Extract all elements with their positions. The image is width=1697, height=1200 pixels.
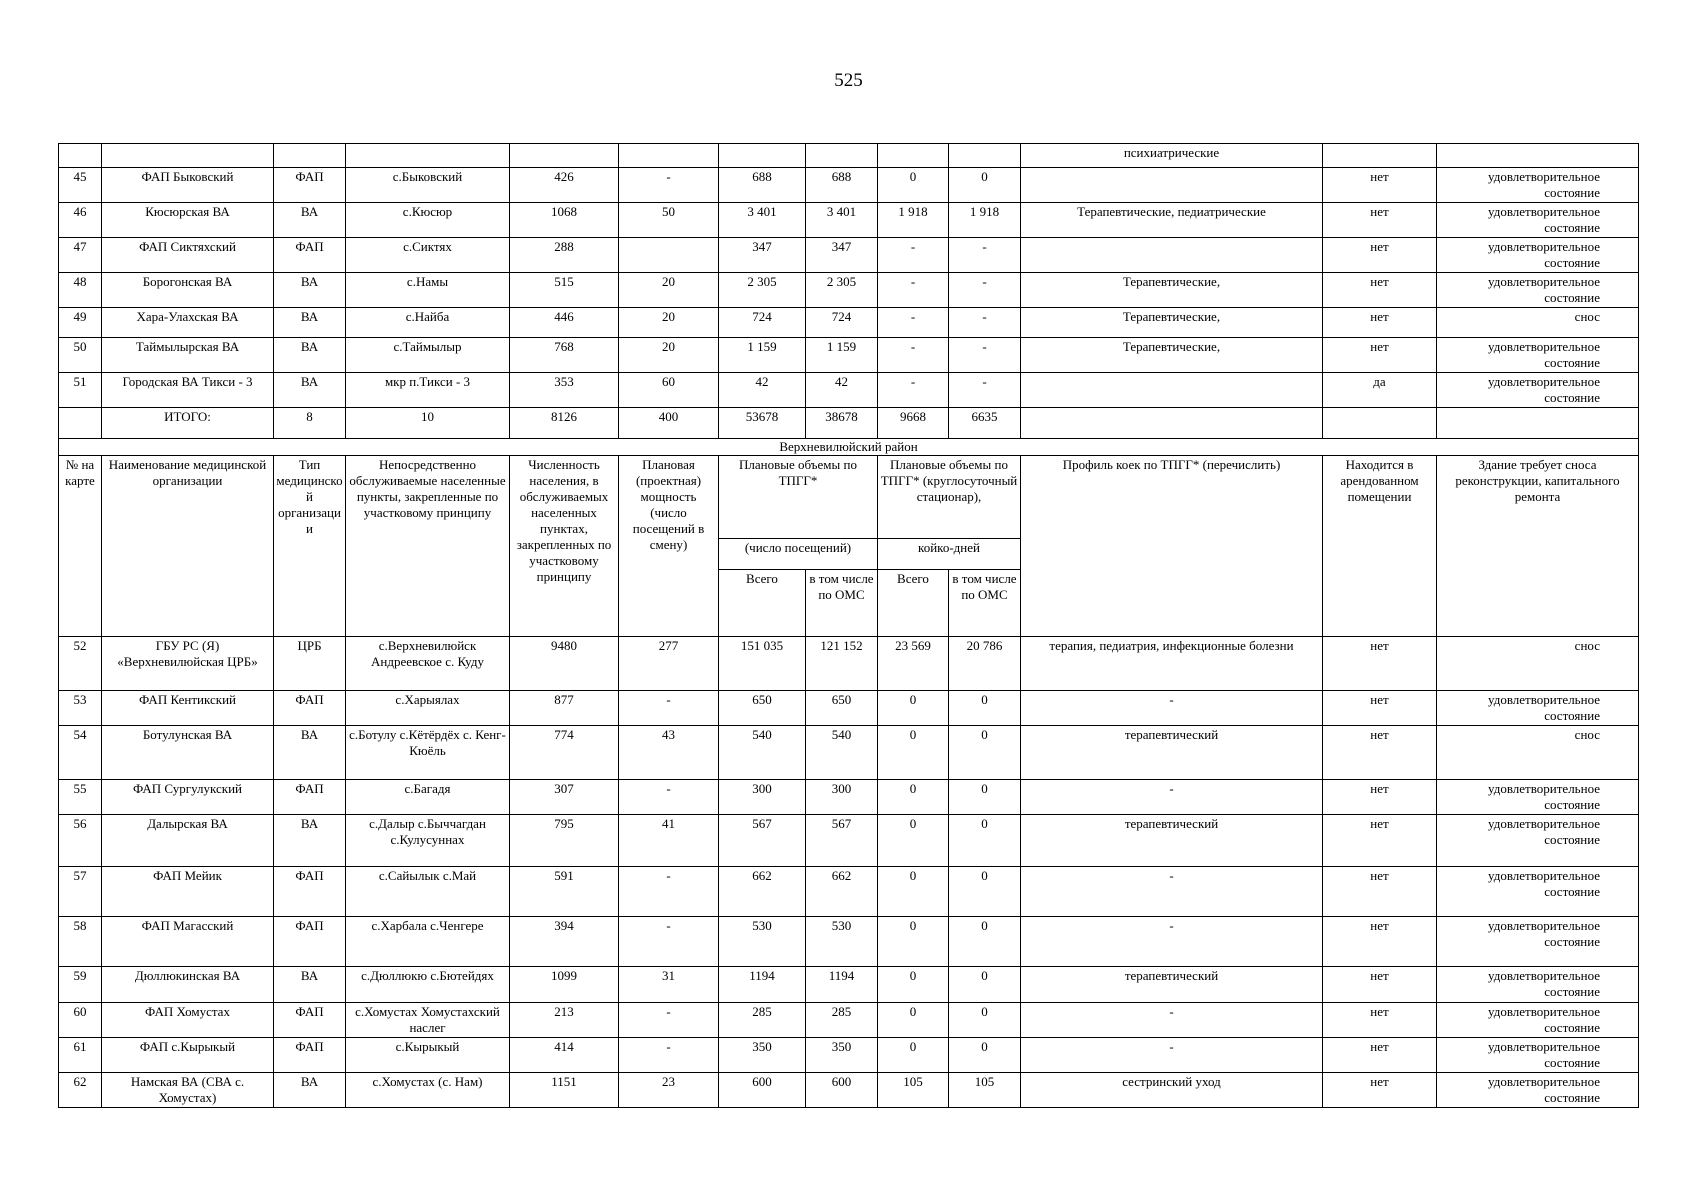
cell-total: 600 xyxy=(719,1073,806,1108)
totals-beds-oms: 6635 xyxy=(949,408,1021,439)
cell-type: ФАП xyxy=(274,1038,346,1073)
cell-name: ФАП Кентикский xyxy=(102,691,274,726)
cell-n: 57 xyxy=(59,867,102,917)
cell-total: 42 xyxy=(719,373,806,408)
cell-population: 446 xyxy=(510,308,619,338)
table-row xyxy=(59,273,1639,308)
cell-status: удовлетворительное состояние xyxy=(1437,967,1639,1003)
cell-n: 45 xyxy=(59,168,102,203)
cell-places: с.Харбала с.Ченгере xyxy=(346,917,510,967)
cell-oms: 540 xyxy=(806,726,878,780)
cell-population: 414 xyxy=(510,1038,619,1073)
cell-beds_oms: 105 xyxy=(949,1073,1021,1108)
table-row xyxy=(59,726,1639,780)
cell-type: ФАП xyxy=(274,867,346,917)
cell-capacity: - xyxy=(619,168,719,203)
cell-rented: нет xyxy=(1323,203,1437,238)
bottom-block xyxy=(59,637,1639,1108)
totals-visits-oms: 38678 xyxy=(806,408,878,439)
cell-total: 662 xyxy=(719,867,806,917)
totals-row xyxy=(59,408,1639,439)
header-places: Непосредственно обслуживаемые населенные пункты, закрепленные по участковому принципу xyxy=(346,456,510,637)
cell-beds_oms: - xyxy=(949,308,1021,338)
cell-places: с.Найба xyxy=(346,308,510,338)
cell-beds_total: - xyxy=(878,373,949,408)
cell-capacity: 23 xyxy=(619,1073,719,1108)
cell-total: 567 xyxy=(719,815,806,867)
cell-name: Ботулунская ВА xyxy=(102,726,274,780)
table-row xyxy=(59,1038,1639,1073)
cell-profile: - xyxy=(1021,867,1323,917)
cell-profile: - xyxy=(1021,1003,1323,1038)
cell-rented: да xyxy=(1323,373,1437,408)
cell-total: 1 159 xyxy=(719,338,806,373)
cell-oms: 530 xyxy=(806,917,878,967)
cell-n: 59 xyxy=(59,967,102,1003)
totals-places: 10 xyxy=(346,408,510,439)
cell-places: с.Багадя xyxy=(346,780,510,815)
cell-n: 53 xyxy=(59,691,102,726)
cell-n: 58 xyxy=(59,917,102,967)
cell-name: Кюсюрская ВА xyxy=(102,203,274,238)
cell-rented: нет xyxy=(1323,308,1437,338)
cell-places: с.Верхневилюйск Андреевское с. Куду xyxy=(346,637,510,691)
cell-oms: 650 xyxy=(806,691,878,726)
cell-type: ФАП xyxy=(274,1003,346,1038)
cell-beds_total: 0 xyxy=(878,780,949,815)
cell-oms: 42 xyxy=(806,373,878,408)
cell-oms: 567 xyxy=(806,815,878,867)
cell-places: с.Намы xyxy=(346,273,510,308)
cell-status: удовлетворительное состояние xyxy=(1437,373,1639,408)
cell-profile: - xyxy=(1021,691,1323,726)
table-row xyxy=(59,1073,1639,1108)
cell-capacity: - xyxy=(619,1038,719,1073)
cell-name: ФАП Хомустах xyxy=(102,1003,274,1038)
cell-status: снос xyxy=(1437,726,1639,780)
cell-population: 877 xyxy=(510,691,619,726)
cell-places: с.Хомустах Хомустахский наслег xyxy=(346,1003,510,1038)
cell-oms: 350 xyxy=(806,1038,878,1073)
cell-total: 1194 xyxy=(719,967,806,1003)
cell-beds_oms: 1 918 xyxy=(949,203,1021,238)
cell-profile xyxy=(1021,238,1323,273)
table-row xyxy=(59,691,1639,726)
cell-rented: нет xyxy=(1323,168,1437,203)
cell-total: 540 xyxy=(719,726,806,780)
carry-profile: психиатрические xyxy=(1021,144,1323,168)
cell-type: ФАП xyxy=(274,917,346,967)
cell-capacity: 50 xyxy=(619,203,719,238)
cell-status: снос xyxy=(1437,637,1639,691)
cell-beds_oms: - xyxy=(949,338,1021,373)
cell-places: с.Кюсюр xyxy=(346,203,510,238)
header-beds-group: Плановые объемы по ТПГГ* (круглосуточный стационар), xyxy=(878,456,1021,539)
cell-places: с.Хомустах (с. Нам) xyxy=(346,1073,510,1108)
cell-status: удовлетворительное состояние xyxy=(1437,867,1639,917)
cell-rented: нет xyxy=(1323,1073,1437,1108)
table-row xyxy=(59,168,1639,203)
header-name: Наименование медицинской организации xyxy=(102,456,274,637)
cell-capacity: 20 xyxy=(619,338,719,373)
cell-beds_oms: 0 xyxy=(949,691,1021,726)
cell-population: 795 xyxy=(510,815,619,867)
page-number: 525 xyxy=(834,70,863,91)
totals-type: 8 xyxy=(274,408,346,439)
cell-total: 350 xyxy=(719,1038,806,1073)
cell-profile: Терапевтические, xyxy=(1021,273,1323,308)
cell-population: 591 xyxy=(510,867,619,917)
cell-beds_total: 0 xyxy=(878,691,949,726)
cell-population: 394 xyxy=(510,917,619,967)
cell-beds_total: 0 xyxy=(878,815,949,867)
table-row xyxy=(59,637,1639,691)
cell-profile: Терапевтические, xyxy=(1021,308,1323,338)
cell-places: мкр п.Тикси - 3 xyxy=(346,373,510,408)
cell-total: 2 305 xyxy=(719,273,806,308)
table-row xyxy=(59,967,1639,1003)
cell-n: 54 xyxy=(59,726,102,780)
header-visits-oms: в том числе по ОМС xyxy=(806,570,878,637)
cell-oms: 688 xyxy=(806,168,878,203)
cell-beds_total: 0 xyxy=(878,1003,949,1038)
cell-profile xyxy=(1021,168,1323,203)
cell-profile: Терапевтические, педиатрические xyxy=(1021,203,1323,238)
top-block xyxy=(59,144,1639,408)
cell-capacity: - xyxy=(619,917,719,967)
cell-status: удовлетворительное состояние xyxy=(1437,238,1639,273)
cell-oms: 1 159 xyxy=(806,338,878,373)
header-profile: Профиль коек по ТПГГ* (перечислить) xyxy=(1021,456,1323,637)
cell-profile: сестринский уход xyxy=(1021,1073,1323,1108)
cell-n: 48 xyxy=(59,273,102,308)
cell-type: ВА xyxy=(274,203,346,238)
cell-total: 285 xyxy=(719,1003,806,1038)
cell-status: удовлетворительное состояние xyxy=(1437,1038,1639,1073)
cell-n: 62 xyxy=(59,1073,102,1108)
cell-type: ВА xyxy=(274,967,346,1003)
cell-capacity xyxy=(619,238,719,273)
cell-profile: - xyxy=(1021,780,1323,815)
district-row xyxy=(59,439,1639,456)
cell-profile: Терапевтические, xyxy=(1021,338,1323,373)
cell-beds_total: 0 xyxy=(878,726,949,780)
cell-oms: 2 305 xyxy=(806,273,878,308)
cell-beds_oms: - xyxy=(949,273,1021,308)
header-beds-total: Всего xyxy=(878,570,949,637)
cell-rented: нет xyxy=(1323,238,1437,273)
cell-name: ФАП Магасский xyxy=(102,917,274,967)
cell-capacity: 41 xyxy=(619,815,719,867)
cell-population: 1068 xyxy=(510,203,619,238)
cell-status: удовлетворительное состояние xyxy=(1437,203,1639,238)
cell-status: удовлетворительное состояние xyxy=(1437,168,1639,203)
table-row xyxy=(59,815,1639,867)
cell-name: ФАП Сиктяхский xyxy=(102,238,274,273)
cell-name: ФАП Быковский xyxy=(102,168,274,203)
cell-places: с.Далыр с.Быччагдан с.Кулусуннах xyxy=(346,815,510,867)
table-row xyxy=(59,867,1639,917)
cell-oms: 600 xyxy=(806,1073,878,1108)
cell-capacity: 60 xyxy=(619,373,719,408)
header-visits-unit: (число посещений) xyxy=(719,539,878,570)
cell-rented: нет xyxy=(1323,967,1437,1003)
header-beds-oms: в том числе по ОМС xyxy=(949,570,1021,637)
cell-rented: нет xyxy=(1323,917,1437,967)
cell-population: 774 xyxy=(510,726,619,780)
cell-type: ФАП xyxy=(274,780,346,815)
table-row xyxy=(59,338,1639,373)
header-type: Тип медицинской организации xyxy=(274,456,346,637)
cell-places: с.Быковский xyxy=(346,168,510,203)
cell-beds_total: 0 xyxy=(878,917,949,967)
cell-places: с.Таймылыр xyxy=(346,338,510,373)
cell-population: 426 xyxy=(510,168,619,203)
cell-name: Дюллюкинская ВА xyxy=(102,967,274,1003)
cell-total: 650 xyxy=(719,691,806,726)
cell-beds_total: - xyxy=(878,273,949,308)
cell-population: 353 xyxy=(510,373,619,408)
cell-profile xyxy=(1021,373,1323,408)
cell-type: ФАП xyxy=(274,238,346,273)
cell-beds_oms: 0 xyxy=(949,917,1021,967)
table-row xyxy=(59,238,1639,273)
cell-beds_oms: 0 xyxy=(949,1038,1021,1073)
cell-status: удовлетворительное состояние xyxy=(1437,815,1639,867)
cell-name: ГБУ РС (Я) «Верхневилюйская ЦРБ» xyxy=(102,637,274,691)
cell-type: ВА xyxy=(274,373,346,408)
totals-beds: 9668 xyxy=(878,408,949,439)
cell-rented: нет xyxy=(1323,1038,1437,1073)
cell-status: удовлетворительное состояние xyxy=(1437,338,1639,373)
cell-name: Далырская ВА xyxy=(102,815,274,867)
cell-n: 52 xyxy=(59,637,102,691)
cell-places: с.Сайылык с.Май xyxy=(346,867,510,917)
carry-over-row xyxy=(59,144,1639,168)
cell-type: ВА xyxy=(274,338,346,373)
cell-beds_oms: 0 xyxy=(949,726,1021,780)
cell-population: 768 xyxy=(510,338,619,373)
cell-name: Таймылырская ВА xyxy=(102,338,274,373)
cell-n: 46 xyxy=(59,203,102,238)
cell-type: ВА xyxy=(274,308,346,338)
cell-profile: терапевтический xyxy=(1021,726,1323,780)
cell-population: 9480 xyxy=(510,637,619,691)
cell-oms: 724 xyxy=(806,308,878,338)
cell-rented: нет xyxy=(1323,867,1437,917)
header-number: № на карте xyxy=(59,456,102,637)
cell-oms: 662 xyxy=(806,867,878,917)
cell-profile: терапевтический xyxy=(1021,967,1323,1003)
cell-profile: терапевтический xyxy=(1021,815,1323,867)
cell-beds_total: - xyxy=(878,338,949,373)
cell-beds_total: 23 569 xyxy=(878,637,949,691)
cell-name: Борогонская ВА xyxy=(102,273,274,308)
cell-rented: нет xyxy=(1323,338,1437,373)
header-visits-group: Плановые объемы по ТПГГ* xyxy=(719,456,878,539)
cell-type: ВА xyxy=(274,1073,346,1108)
cell-oms: 285 xyxy=(806,1003,878,1038)
cell-beds_total: 1 918 xyxy=(878,203,949,238)
cell-n: 47 xyxy=(59,238,102,273)
totals-population: 8126 xyxy=(510,408,619,439)
cell-population: 288 xyxy=(510,238,619,273)
cell-name: Городская ВА Тикси - 3 xyxy=(102,373,274,408)
cell-type: ВА xyxy=(274,273,346,308)
cell-n: 60 xyxy=(59,1003,102,1038)
table-row xyxy=(59,1003,1639,1038)
district-title: Верхневилюйский район xyxy=(59,439,1639,456)
cell-type: ВА xyxy=(274,815,346,867)
header-block xyxy=(59,456,1639,637)
cell-oms: 121 152 xyxy=(806,637,878,691)
cell-total: 688 xyxy=(719,168,806,203)
cell-name: ФАП Сургулукский xyxy=(102,780,274,815)
cell-oms: 300 xyxy=(806,780,878,815)
cell-status: удовлетворительное состояние xyxy=(1437,917,1639,967)
header-population: Численность населения, в обслуживаемых населенных пунктах, закрепленных по участковому принципу xyxy=(510,456,619,637)
cell-capacity: - xyxy=(619,1003,719,1038)
cell-rented: нет xyxy=(1323,691,1437,726)
cell-beds_oms: - xyxy=(949,238,1021,273)
cell-places: с.Дюллюкю с.Бютейдях xyxy=(346,967,510,1003)
cell-population: 307 xyxy=(510,780,619,815)
cell-total: 530 xyxy=(719,917,806,967)
cell-profile: - xyxy=(1021,917,1323,967)
cell-rented: нет xyxy=(1323,637,1437,691)
cell-beds_oms: 20 786 xyxy=(949,637,1021,691)
cell-beds_total: 0 xyxy=(878,168,949,203)
cell-population: 213 xyxy=(510,1003,619,1038)
cell-capacity: 20 xyxy=(619,273,719,308)
cell-capacity: 20 xyxy=(619,308,719,338)
cell-oms: 3 401 xyxy=(806,203,878,238)
cell-rented: нет xyxy=(1323,726,1437,780)
cell-beds_oms: - xyxy=(949,373,1021,408)
cell-type: ФАП xyxy=(274,168,346,203)
cell-name: Хара-Улахская ВА xyxy=(102,308,274,338)
cell-beds_total: 0 xyxy=(878,867,949,917)
cell-type: ЦРБ xyxy=(274,637,346,691)
totals-visits: 53678 xyxy=(719,408,806,439)
cell-capacity: 43 xyxy=(619,726,719,780)
cell-beds_oms: 0 xyxy=(949,967,1021,1003)
cell-total: 151 035 xyxy=(719,637,806,691)
header-capacity: Плановая (проектная) мощность (число посещений в смену) xyxy=(619,456,719,637)
header-beds-unit: койко-дней xyxy=(878,539,1021,570)
cell-beds_oms: 0 xyxy=(949,780,1021,815)
cell-rented: нет xyxy=(1323,273,1437,308)
header-status: Здание требует сноса реконструкции, капитального ремонта xyxy=(1437,456,1639,637)
cell-rented: нет xyxy=(1323,1003,1437,1038)
cell-type: ВА xyxy=(274,726,346,780)
cell-capacity: 31 xyxy=(619,967,719,1003)
cell-name: ФАП Мейик xyxy=(102,867,274,917)
cell-beds_total: 105 xyxy=(878,1073,949,1108)
cell-total: 347 xyxy=(719,238,806,273)
totals-capacity: 400 xyxy=(619,408,719,439)
table-row xyxy=(59,203,1639,238)
totals-label: ИТОГО: xyxy=(102,408,274,439)
cell-status: удовлетворительное состояние xyxy=(1437,780,1639,815)
table-row xyxy=(59,780,1639,815)
cell-beds_total: 0 xyxy=(878,1038,949,1073)
header-rented: Находится в арендованном помещении xyxy=(1323,456,1437,637)
cell-status: удовлетворительное состояние xyxy=(1437,1073,1639,1108)
cell-places: с.Харыялах xyxy=(346,691,510,726)
cell-name: ФАП с.Кырыкый xyxy=(102,1038,274,1073)
cell-status: удовлетворительное состояние xyxy=(1437,273,1639,308)
cell-beds_oms: 0 xyxy=(949,815,1021,867)
cell-total: 724 xyxy=(719,308,806,338)
cell-status: удовлетворительное состояние xyxy=(1437,691,1639,726)
cell-beds_oms: 0 xyxy=(949,1003,1021,1038)
cell-oms: 347 xyxy=(806,238,878,273)
cell-total: 3 401 xyxy=(719,203,806,238)
cell-n: 51 xyxy=(59,373,102,408)
table-row xyxy=(59,308,1639,338)
totals-block xyxy=(59,408,1639,456)
cell-profile: - xyxy=(1021,1038,1323,1073)
cell-capacity: 277 xyxy=(619,637,719,691)
cell-capacity: - xyxy=(619,867,719,917)
cell-name: Намская ВА (СВА с. Хомустах) xyxy=(102,1073,274,1108)
cell-population: 1099 xyxy=(510,967,619,1003)
cell-population: 515 xyxy=(510,273,619,308)
cell-capacity: - xyxy=(619,691,719,726)
cell-type: ФАП xyxy=(274,691,346,726)
cell-oms: 1194 xyxy=(806,967,878,1003)
cell-n: 50 xyxy=(59,338,102,373)
cell-rented: нет xyxy=(1323,815,1437,867)
cell-beds_total: - xyxy=(878,308,949,338)
cell-capacity: - xyxy=(619,780,719,815)
facilities-table xyxy=(58,143,1639,1108)
cell-n: 55 xyxy=(59,780,102,815)
cell-status: удовлетворительное состояние xyxy=(1437,1003,1639,1038)
table-row xyxy=(59,917,1639,967)
cell-status: снос xyxy=(1437,308,1639,338)
header-visits-total: Всего xyxy=(719,570,806,637)
cell-n: 61 xyxy=(59,1038,102,1073)
cell-places: с.Ботулу с.Кётёрдёх с. Кенг-Кюёль xyxy=(346,726,510,780)
cell-beds_total: 0 xyxy=(878,967,949,1003)
cell-profile: терапия, педиатрия, инфекционные болезни xyxy=(1021,637,1323,691)
table-row xyxy=(59,373,1639,408)
cell-beds_total: - xyxy=(878,238,949,273)
cell-beds_oms: 0 xyxy=(949,168,1021,203)
cell-places: с.Кырыкый xyxy=(346,1038,510,1073)
cell-n: 56 xyxy=(59,815,102,867)
cell-n: 49 xyxy=(59,308,102,338)
cell-total: 300 xyxy=(719,780,806,815)
cell-places: с.Сиктях xyxy=(346,238,510,273)
cell-rented: нет xyxy=(1323,780,1437,815)
cell-population: 1151 xyxy=(510,1073,619,1108)
cell-beds_oms: 0 xyxy=(949,867,1021,917)
